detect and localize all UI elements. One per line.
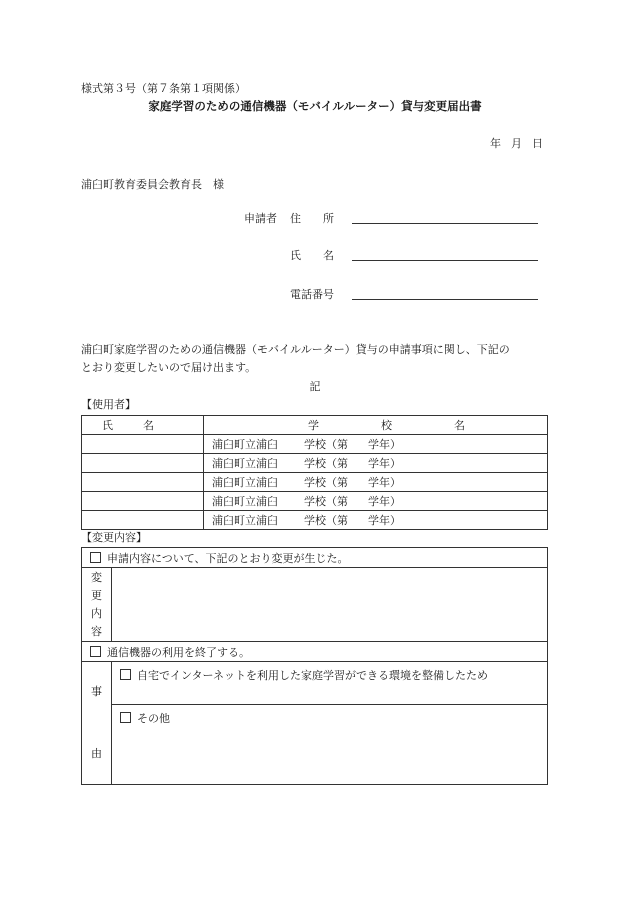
name-header-char: 名 xyxy=(143,419,154,432)
school-header-char: 名 xyxy=(454,419,465,432)
vertical-char: 変 xyxy=(91,570,102,584)
changes-heading: 【変更内容】 xyxy=(81,531,147,544)
school-cell[interactable] xyxy=(204,473,548,492)
school-suffix: 学校（第 xyxy=(304,438,348,451)
users-table xyxy=(81,415,548,530)
date-day: 日 xyxy=(532,137,543,150)
checkbox-reason-other[interactable] xyxy=(120,712,131,723)
table-row xyxy=(82,473,548,492)
changes-table xyxy=(81,547,548,785)
name-header xyxy=(82,416,204,435)
school-suffix: 学校（第 xyxy=(304,457,348,470)
school-cell[interactable] xyxy=(204,511,548,530)
user-name-cell[interactable] xyxy=(82,492,204,511)
table-row xyxy=(82,435,548,454)
document-title: 家庭学習のための通信機器（モバイルルーター）貸与変更届出書 xyxy=(148,99,482,113)
school-suffix: 学校（第 xyxy=(304,495,348,508)
address-field[interactable] xyxy=(352,223,538,224)
user-name-cell[interactable] xyxy=(82,454,204,473)
user-name-cell[interactable] xyxy=(82,511,204,530)
grade-label: 学年） xyxy=(368,457,401,470)
school-cell[interactable] xyxy=(204,454,548,473)
reason-other-label: その他 xyxy=(137,712,170,725)
school-name: 浦臼町立浦臼 xyxy=(212,438,278,451)
reason-row xyxy=(82,662,548,705)
vertical-char: 内 xyxy=(91,606,102,620)
users-header-row xyxy=(82,416,548,435)
reason-other-cell xyxy=(112,705,548,785)
vertical-char: 更 xyxy=(91,588,102,602)
addressee: 浦臼町教育委員会教育長 様 xyxy=(81,178,224,191)
change-option-cell xyxy=(82,548,548,568)
ki-heading: 記 xyxy=(309,380,321,393)
table-row xyxy=(82,511,548,530)
school-name: 浦臼町立浦臼 xyxy=(212,495,278,508)
school-header xyxy=(204,416,548,435)
end-option-cell xyxy=(82,642,548,662)
option-row xyxy=(82,642,548,662)
phone-field[interactable] xyxy=(352,299,538,300)
grade-label: 学年） xyxy=(368,438,401,451)
option-row xyxy=(82,548,548,568)
date-month: 月 xyxy=(511,137,522,150)
body-text-line2: とおり変更したいので届け出ます。 xyxy=(81,361,257,374)
school-name: 浦臼町立浦臼 xyxy=(212,514,278,527)
checkbox-end-use[interactable] xyxy=(90,646,101,657)
reason-home-label: 自宅でインターネットを利用した家庭学習ができる環境を整備したため xyxy=(137,669,489,682)
body-text-line1: 浦臼町家庭学習のための通信機器（モバイルルーター）貸与の申請事項に関し、下記の xyxy=(81,343,510,356)
name-field[interactable] xyxy=(352,260,538,261)
applicant-label: 申請者 xyxy=(244,212,277,225)
school-name: 浦臼町立浦臼 xyxy=(212,476,278,489)
checkbox-reason-home[interactable] xyxy=(120,669,131,680)
school-header-char: 学 xyxy=(308,419,319,432)
table-row xyxy=(82,454,548,473)
school-cell[interactable] xyxy=(204,492,548,511)
school-header-char: 校 xyxy=(381,419,392,432)
date-year: 年 xyxy=(490,137,501,150)
reason-label xyxy=(82,662,112,785)
reason-row xyxy=(82,705,548,785)
users-heading: 【使用者】 xyxy=(81,398,136,411)
grade-label: 学年） xyxy=(368,476,401,489)
vertical-char: 容 xyxy=(91,624,102,638)
reason-option-cell xyxy=(112,662,548,705)
form-number: 様式第３号（第７条第１項関係） xyxy=(81,82,246,95)
checkbox-change[interactable] xyxy=(90,552,101,563)
phone-label: 電話番号 xyxy=(290,288,334,301)
change-content-field[interactable] xyxy=(112,568,548,642)
vertical-char: 事 xyxy=(91,685,102,698)
change-content-row xyxy=(82,568,548,642)
table-row xyxy=(82,492,548,511)
user-name-cell[interactable] xyxy=(82,435,204,454)
address-label: 住 所 xyxy=(290,212,334,225)
grade-label: 学年） xyxy=(368,514,401,527)
school-suffix: 学校（第 xyxy=(304,476,348,489)
name-label: 氏 名 xyxy=(290,249,334,262)
school-cell[interactable] xyxy=(204,435,548,454)
date-line xyxy=(490,138,543,149)
change-option-label: 申請内容について、下記のとおり変更が生じた。 xyxy=(107,551,349,565)
end-option-label: 通信機器の利用を終了する。 xyxy=(107,645,250,659)
school-suffix: 学校（第 xyxy=(304,514,348,527)
change-content-label xyxy=(82,568,112,642)
user-name-cell[interactable] xyxy=(82,473,204,492)
school-name: 浦臼町立浦臼 xyxy=(212,457,278,470)
vertical-char: 由 xyxy=(91,747,102,760)
grade-label: 学年） xyxy=(368,495,401,508)
name-header-char: 氏 xyxy=(102,419,113,432)
